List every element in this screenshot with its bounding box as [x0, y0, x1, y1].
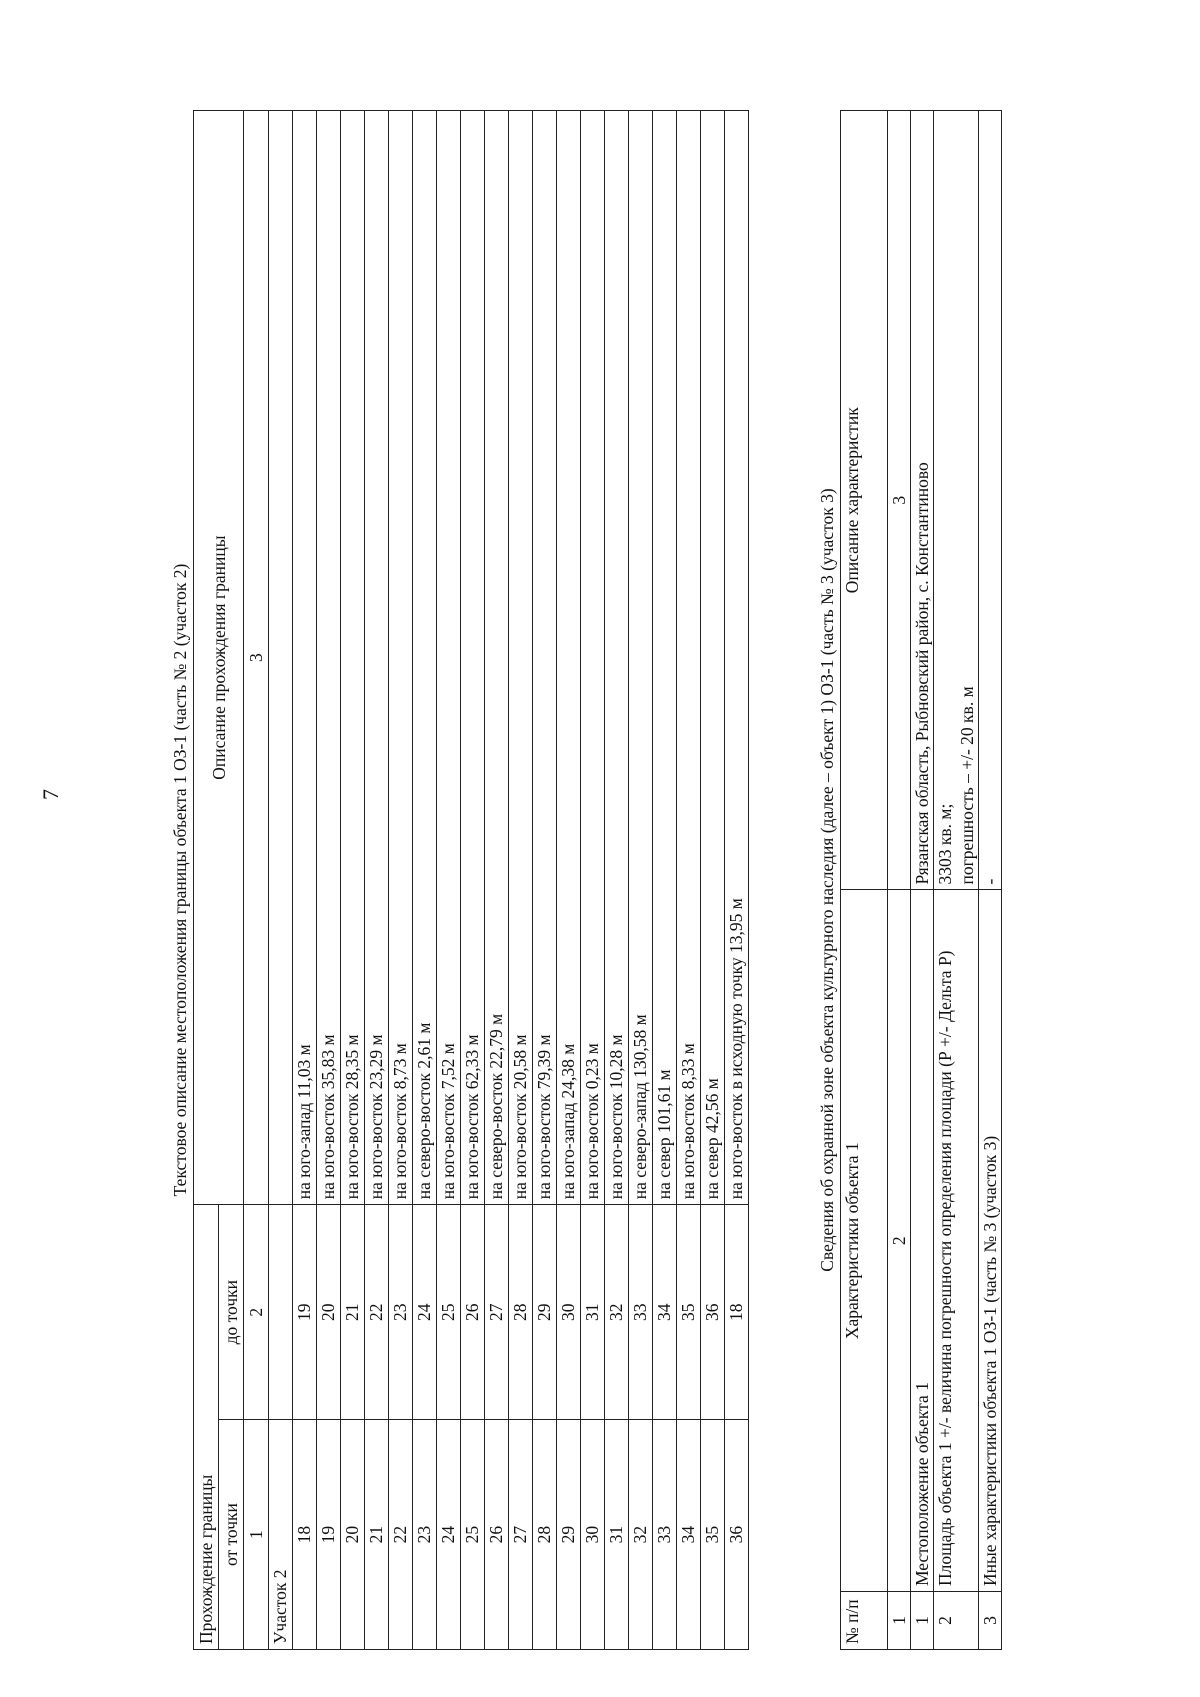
- to-point: 30: [557, 1205, 581, 1420]
- table-row: [317, 111, 341, 1650]
- from-point: 21: [365, 1420, 389, 1650]
- boundary-table-container: [170, 110, 749, 1650]
- boundary-rows: [293, 111, 749, 1650]
- table-row: [437, 111, 461, 1650]
- to-point: 26: [461, 1205, 485, 1420]
- from-point: 27: [509, 1420, 533, 1650]
- boundary-description: на северо-восток 22,79 м: [485, 111, 509, 1205]
- characteristic-value: [934, 111, 979, 890]
- header-characteristic: Характеристики объекта 1: [841, 890, 888, 1592]
- table-row: [701, 111, 725, 1650]
- from-point: 30: [581, 1420, 605, 1650]
- to-point: 18: [725, 1205, 749, 1420]
- characteristic-name: Местоположение объекта 1: [911, 890, 934, 1592]
- to-point: 31: [581, 1205, 605, 1420]
- to-point: 36: [701, 1205, 725, 1420]
- boundary-description: на юго-восток 23,29 м: [365, 111, 389, 1205]
- area-error: погрешность – +/- 20 кв. м: [957, 686, 977, 885]
- row-number: 1: [911, 1592, 934, 1650]
- to-point: 33: [629, 1205, 653, 1420]
- table2-title: Сведения об охранной зоне объекта культурного наследия (далее – объект 1) ОЗ-1 (часть № 3 (участок 3): [816, 111, 841, 1650]
- to-point: 34: [653, 1205, 677, 1420]
- table-row: [389, 111, 413, 1650]
- row-number: 2: [934, 1592, 979, 1650]
- table-row: [934, 111, 979, 1650]
- table-row: [581, 111, 605, 1650]
- boundary-description: на северо-запад 130,58 м: [629, 111, 653, 1205]
- table-row: [653, 111, 677, 1650]
- page-number: 7: [38, 789, 63, 800]
- to-point: 29: [533, 1205, 557, 1420]
- header-to-point: до точки: [219, 1205, 244, 1420]
- boundary-description: на юго-запад 11,03 м: [293, 111, 317, 1205]
- from-point: 29: [557, 1420, 581, 1650]
- header-description: Описание прохождения границы: [194, 111, 244, 1205]
- boundary-description: на север 101,61 м: [653, 111, 677, 1205]
- from-point: 26: [485, 1420, 509, 1650]
- table-row: [509, 111, 533, 1650]
- column-number: 2: [244, 1205, 269, 1420]
- from-point: 24: [437, 1420, 461, 1650]
- to-point: 24: [413, 1205, 437, 1420]
- table-row: [533, 111, 557, 1650]
- section-label: Участок 2: [269, 1420, 293, 1650]
- from-point: 18: [293, 1420, 317, 1650]
- boundary-description: на юго-восток 28,35 м: [341, 111, 365, 1205]
- boundary-description: на юго-восток 8,73 м: [389, 111, 413, 1205]
- to-point: 28: [509, 1205, 533, 1420]
- table-row: [725, 111, 749, 1650]
- characteristic-value: Рязанская область, Рыбновский район, с. Константиново: [911, 111, 934, 890]
- boundary-description: на юго-восток 7,52 м: [437, 111, 461, 1205]
- to-point: 25: [437, 1205, 461, 1420]
- table-row: [461, 111, 485, 1650]
- boundary-description-table: [170, 110, 749, 1650]
- column-number: 1: [244, 1420, 269, 1650]
- table-row: [365, 111, 389, 1650]
- from-point: 34: [677, 1420, 701, 1650]
- from-point: 28: [533, 1420, 557, 1650]
- header-description: Описание характеристик: [841, 111, 888, 890]
- boundary-description: на юго-восток 10,28 м: [605, 111, 629, 1205]
- boundary-description: на юго-восток в исходную точку 13,95 м: [725, 111, 749, 1205]
- to-point: 21: [341, 1205, 365, 1420]
- boundary-description: на север 42,56 м: [701, 111, 725, 1205]
- header-from-point: от точки: [219, 1420, 244, 1650]
- to-point: 32: [605, 1205, 629, 1420]
- boundary-description: на юго-восток 20,58 м: [509, 111, 533, 1205]
- to-point: 22: [365, 1205, 389, 1420]
- to-point: 19: [293, 1205, 317, 1420]
- boundary-description: на северо-восток 2,61 м: [413, 111, 437, 1205]
- table-row: [911, 111, 934, 1650]
- boundary-description: на юго-восток 79,39 м: [533, 111, 557, 1205]
- boundary-description: на юго-восток 0,23 м: [581, 111, 605, 1205]
- from-point: 36: [725, 1420, 749, 1650]
- table-row: [979, 111, 1002, 1650]
- column-number: 3: [888, 111, 911, 890]
- from-point: 22: [389, 1420, 413, 1650]
- table-row: [293, 111, 317, 1650]
- to-point: 35: [677, 1205, 701, 1420]
- characteristic-name: Площадь объекта 1 +/- величина погрешности определения площади (Р +/- Дельта Р): [934, 890, 979, 1592]
- to-point: 27: [485, 1205, 509, 1420]
- from-point: 31: [605, 1420, 629, 1650]
- characteristic-name: Иные характеристики объекта 1 ОЗ-1 (часть № 3 (участок 3): [979, 890, 1002, 1592]
- column-number: 1: [888, 1592, 911, 1650]
- boundary-description: на юго-восток 8,33 м: [677, 111, 701, 1205]
- boundary-description: на юго-восток 62,33 м: [461, 111, 485, 1205]
- table-row: [557, 111, 581, 1650]
- group-header: Прохождение границы: [194, 1205, 219, 1650]
- from-point: 23: [413, 1420, 437, 1650]
- from-point: 33: [653, 1420, 677, 1650]
- table-row: [341, 111, 365, 1650]
- column-number: 3: [244, 111, 269, 1205]
- column-number: 2: [888, 890, 911, 1592]
- to-point: 23: [389, 1205, 413, 1420]
- table-row: [677, 111, 701, 1650]
- header-number: № п/п: [841, 1592, 888, 1650]
- characteristic-value: -: [979, 111, 1002, 890]
- characteristics-table-container: [816, 110, 1002, 1650]
- to-point: 20: [317, 1205, 341, 1420]
- from-point: 32: [629, 1420, 653, 1650]
- from-point: 25: [461, 1420, 485, 1650]
- from-point: 19: [317, 1420, 341, 1650]
- boundary-description: на юго-запад 24,38 м: [557, 111, 581, 1205]
- area-value: 3303 кв. м;: [935, 803, 955, 885]
- table-row: [629, 111, 653, 1650]
- table-row: [605, 111, 629, 1650]
- row-number: 3: [979, 1592, 1002, 1650]
- characteristics-table: [816, 110, 1002, 1650]
- from-point: 35: [701, 1420, 725, 1650]
- table-row: [485, 111, 509, 1650]
- table-row: [413, 111, 437, 1650]
- from-point: 20: [341, 1420, 365, 1650]
- table1-title: Текстовое описание местоположения границы объекта 1 ОЗ-1 (часть № 2 (участок 2): [170, 111, 194, 1650]
- boundary-description: на юго-восток 35,83 м: [317, 111, 341, 1205]
